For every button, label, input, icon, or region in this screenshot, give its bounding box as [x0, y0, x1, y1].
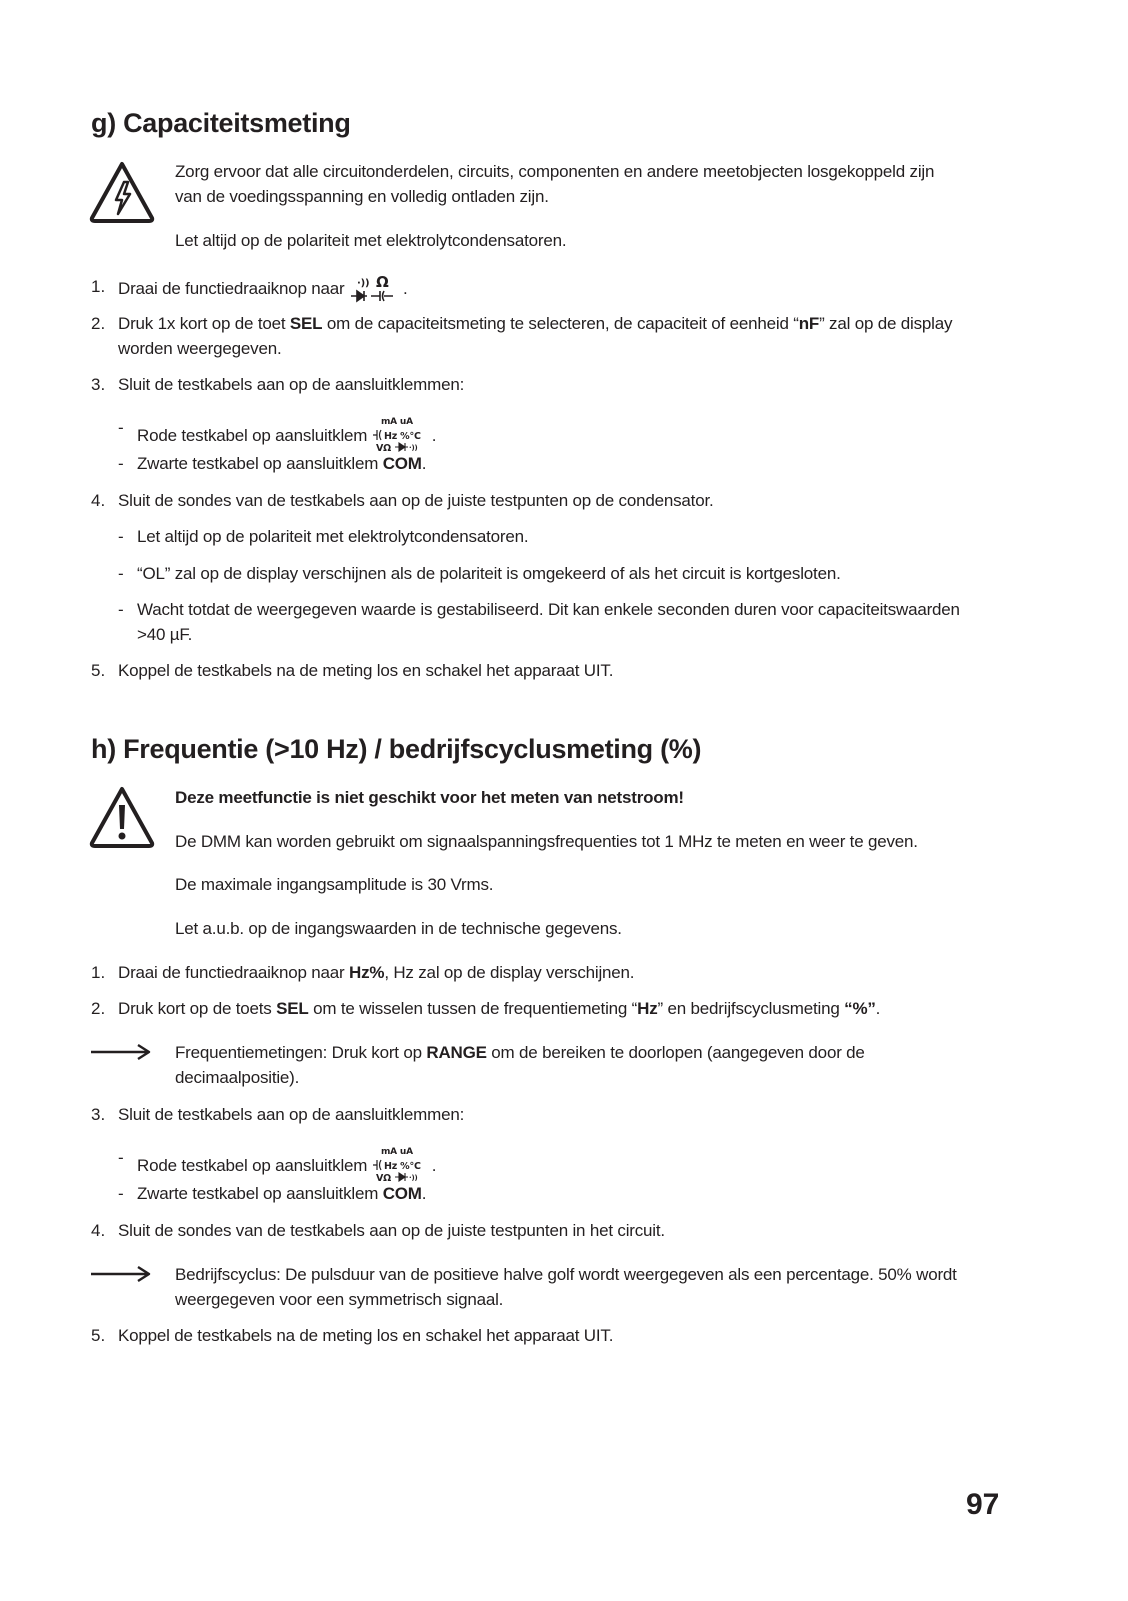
section-heading-capacitance: g) Capaciteitsmeting	[91, 108, 351, 138]
list-number: 3.	[91, 1105, 106, 1124]
note-text: Bedrijfscyclus: De pulsduur van de positieve halve golf wordt weergegeven als een percentage. 50% wordt weergegeven voor een symmetrisch signaal.	[175, 1265, 957, 1309]
terminal-symbol-icon	[372, 415, 432, 453]
note-text: Frequentiemetingen: Druk kort op RANGE om de bereiken te doorlopen (aangegeven door de decimaalpositie).	[175, 1043, 865, 1087]
list-number: 1.	[91, 963, 106, 982]
list-item: Koppel de testkabels na de meting los en schakel het apparaat UIT.	[118, 1326, 614, 1345]
list-number: 2.	[91, 314, 106, 333]
sub-list-item: Let altijd op de polariteit met elektrolytcondensatoren.	[137, 527, 529, 546]
list-number: 3.	[91, 375, 106, 394]
high-voltage-warning-icon	[88, 160, 156, 224]
svg-text:VΩ: VΩ	[375, 1173, 391, 1183]
sub-list-item: Wacht totdat de weergegeven waarde is gestabiliseerd. Dit kan enkele seconden duren voor capaciteitswaarden >40 µF.	[137, 600, 960, 644]
list-number: 1.	[91, 277, 106, 296]
bullet-dash: -	[118, 564, 124, 583]
svg-text:VΩ: VΩ	[375, 443, 391, 453]
list-item: Draai de functiedraaiknop naar Hz%, Hz zal op de display verschijnen.	[118, 963, 635, 982]
bullet-dash: -	[118, 600, 124, 619]
list-item: Sluit de testkabels aan op de aansluitklemmen:	[118, 1105, 465, 1124]
list-item: Sluit de testkabels aan op de aansluitklemmen:	[118, 375, 465, 394]
svg-text:mA uA: mA uA	[380, 1147, 413, 1157]
svg-text:·)): ·))	[408, 1174, 418, 1182]
section-heading-frequency: h) Frequentie (>10 Hz) / bedrijfscyclusmeting (%)	[91, 734, 702, 764]
bullet-dash: -	[118, 1184, 124, 1203]
arrow-note-icon	[90, 1265, 152, 1283]
svg-text:Hz %°C: Hz %°C	[383, 1161, 421, 1172]
list-item: Druk 1x kort op de toet SEL om de capaciteitsmeting te selecteren, de capaciteit of eenheid “nF” zal op de display worden weergegeven.	[118, 314, 953, 358]
list-number: 5.	[91, 1326, 106, 1345]
list-number: 4.	[91, 1221, 106, 1240]
sub-list-item: “OL” zal op de display verschijnen als de polariteit is omgekeerd of als het circuit is kortgesloten.	[137, 564, 841, 583]
bullet-dash: -	[118, 527, 124, 546]
warning-text: Zorg ervoor dat alle circuitonderdelen, circuits, componenten en andere meetobjecten losgekoppeld zijn	[175, 162, 935, 181]
terminal-symbol-icon	[372, 1145, 432, 1183]
svg-text:Ω: Ω	[376, 274, 389, 291]
sub-list-item: Zwarte testkabel op aansluitklem COM.	[137, 454, 427, 473]
list-item: Druk kort op de toets SEL om te wisselen tussen de frequentiemeting “Hz” en bedrijfscyclusmeting “%”.	[118, 999, 881, 1018]
list-number: 5.	[91, 661, 106, 680]
list-item: Draai de functiedraaiknop naar ·)) Ω .	[118, 274, 1000, 304]
svg-text:·)): ·))	[408, 444, 418, 452]
svg-text:·)): ·))	[357, 278, 370, 289]
page-number: 97	[966, 1488, 1000, 1521]
info-text: De DMM kan worden gebruikt om signaalspanningsfrequenties tot 1 MHz te meten en weer te geven.	[175, 832, 918, 851]
list-number: 4.	[91, 491, 106, 510]
warning-text: van de voedingsspanning en volledig ontladen zijn.	[175, 187, 549, 206]
list-item: Koppel de testkabels na de meting los en schakel het apparaat UIT.	[118, 661, 614, 680]
sub-list-item: Zwarte testkabel op aansluitklem COM.	[137, 1184, 427, 1203]
svg-text:mA uA: mA uA	[380, 417, 413, 427]
sub-list-item: Rode testkabel op aansluitklem mA uA Hz %°C VΩ ·)) .	[137, 1147, 437, 1183]
list-number: 2.	[91, 999, 106, 1018]
list-item: Sluit de sondes van de testkabels aan op de juiste testpunten in het circuit.	[118, 1221, 665, 1240]
sub-list-item: Rode testkabel op aansluitklem mA uA Hz %°C VΩ ·)) .	[137, 417, 437, 453]
info-text: De maximale ingangsamplitude is 30 Vrms.	[175, 875, 494, 894]
arrow-note-icon	[90, 1043, 152, 1061]
info-text: Let a.u.b. op de ingangswaarden in de technische gegevens.	[175, 919, 622, 938]
bullet-dash: -	[118, 1148, 124, 1167]
warning-bold-text: Deze meetfunctie is niet geschikt voor het meten van netstroom!	[175, 788, 684, 807]
bullet-dash: -	[118, 454, 124, 473]
caution-warning-icon	[88, 785, 156, 849]
dial-position-symbol-icon	[349, 274, 403, 304]
warning-text: Let altijd op de polariteit met elektrolytcondensatoren.	[175, 231, 567, 250]
list-item: Sluit de sondes van de testkabels aan op de juiste testpunten op de condensator.	[118, 491, 714, 510]
svg-text:Hz %°C: Hz %°C	[383, 431, 421, 442]
bullet-dash: -	[118, 418, 124, 437]
